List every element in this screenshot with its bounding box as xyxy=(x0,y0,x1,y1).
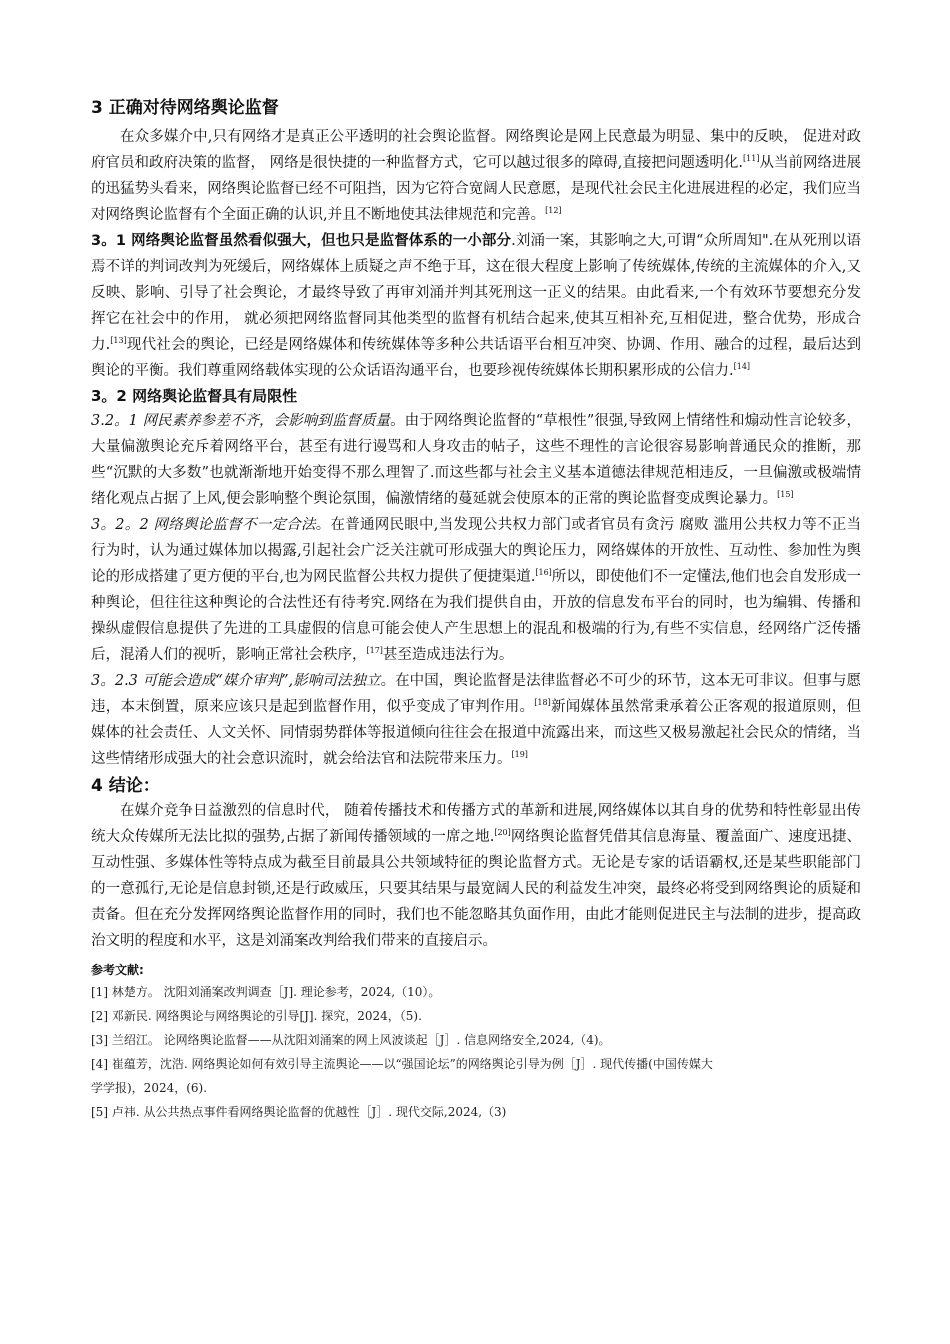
citation: [19] xyxy=(511,750,528,760)
paragraph-text: 从当前网络进展的迅猛势头看来，网络舆论监督已经不可阻挡，因为它符合宽阔人民意愿，是现代社会民主化进展进程的必定，我们应当对网络舆论监督有个全面正确的认识,并且不断地使其法律规范和完善。 xyxy=(91,155,862,223)
paragraph-text: 。在普通网民眼中,当发现公共权力部门或者官员有贪污 腐败 滥用公共权力等不正当行为时，认为通过媒体加以揭露,引起社会广泛关注就可形成强大的舆论压力，网络媒体的开放性、互动性、参加性为舆论的形成搭建了更方便的平台,也为网民监督公共权力提供了便捷渠道. xyxy=(91,517,861,585)
citation: [17] xyxy=(366,646,383,656)
reference-item-continued: 学学报)，2024，(6). xyxy=(91,1081,208,1095)
reference-item: [3] 兰绍江。 论网络舆论监督——从沈阳刘涌案的网上风波谈起［J］. 信息网络安全,2024,（4)。 xyxy=(91,1033,611,1047)
paragraph-text: 。由于网络舆论监督的“草根性”很强,导致网上情绪性和煽动性言论较多，大量偏激舆论充斥着网络平台，甚至有进行谩骂和人身攻击的帖子，这些不理性的言论很容易影响普通民众的推断，那些“沉默的大多数”也就渐渐地开始变得不那么理智了.而这些都与社会主义基本道德法律规范相违反，一旦偏激或极端情绪化观点占据了上风,便会影响整个舆论氛围，偏激情绪的蔓延就会使原本的正常的舆论监督变成舆论暴力。 xyxy=(91,413,861,507)
paragraph-text: 。在中国，舆论监督是法律监督必不可少的环节，这本无可非议。但事与愿违，本末倒置，原来应该只是起到监督作用，似乎变成了审判作用。 xyxy=(91,673,862,715)
section-4-paragraph xyxy=(91,798,861,954)
citation: [12] xyxy=(545,206,562,216)
paragraph-text: 网络舆论监督凭借其信息海量、覆盖面广、速度迅捷、互动性强、多媒体性等特点成为截至目前最具公共领域特征的舆论监督方式。无论是专家的话语霸权,还是某些职能部门的一意孤行,无论是信息封锁,还是行政威压，只要其结果与最宽阔人民的利益发生冲突，最终必将受到网络舆论的质疑和责备。但在充分发挥网络舆论监督作用的同时，我们也不能忽略其负面作用，由此才能则促进民主与法制的进步，提高政治文明的程度和水平，这是刘涌案改判给我们带来的直接启示。 xyxy=(91,829,862,949)
paragraph-text: 新闻媒体虽然常秉承着公正客观的报道原则，但媒体的社会责任、人文关怀、同情弱势群体等报道倾向往往会在报道中流露出来，而这些又极易激起社会民众的情绪，当这些情绪形成强大的社会意识流时，就会给法官和法院带来压力。 xyxy=(91,699,861,767)
reference-item: [2] 邓新民. 网络舆论与网络舆论的引导[J]. 探究，2024，（5). xyxy=(91,1009,422,1023)
paragraph-text: 现代社会的舆论，已经是网络媒体和传统媒体等多种公共话语平台相互冲突、协调、作用、融合的过程，最后达到舆论的平衡。我们尊重网络载体实现的公众话语沟通平台，也要珍视传统媒体长期积累形成的公信力. xyxy=(91,337,861,379)
document-page xyxy=(91,96,861,1124)
citation: [16] xyxy=(535,568,552,578)
citation: [11] xyxy=(743,154,760,164)
citation: [15] xyxy=(777,490,794,500)
section-4-heading: 4 结论： xyxy=(91,776,160,796)
citation: [18] xyxy=(534,698,551,708)
section-3-1-paragraph xyxy=(91,228,861,384)
citation: [14] xyxy=(733,362,751,372)
section-3-2-3-paragraph xyxy=(91,668,861,772)
section-3-2-2-paragraph xyxy=(91,512,861,668)
citation: [13] xyxy=(110,336,127,346)
references-title: 参考文献: xyxy=(91,963,144,977)
paragraph-text: 甚至造成违法行为。 xyxy=(382,647,514,663)
subsection-3-2-2-lead: 3。2。2 网络舆论监督不一定合法 xyxy=(91,517,316,533)
paragraph-text: .刘涌一案，其影响之大,可谓“众所周知".在从死刑以语焉不详的判词改判为死缓后，网络媒体上质疑之声不绝于耳，这在很大程度上影响了传统媒体,传统的主流媒体的介入,又反映、影响、引导了社会舆论，才最终导致了再审刘涌并判其死刑这一正义的结果。由此看来,一个有效环节要想充分发挥它在社会中的作用， 就必须把网络监督同其他类型的监督有机结合起来,使其互相补充,互相促进，整合优势，形成合力. xyxy=(91,233,861,353)
paragraph-text: 所以，即使他们不一定懂法,他们也会自发形成一种舆论，但往往这种舆论的合法性还有待考究.网络在为我们提供自由，开放的信息发布平台的同时，也为编辑、传播和操纵虚假信息提供了先进的工具虚假的信息可能会使人产生思想上的混乱和极端的行为,有些不实信息，经网络广泛传播后，混淆人们的视听，影响正常社会秩序， xyxy=(91,569,862,663)
section-3-paragraph xyxy=(91,124,861,228)
section-3-heading: 3 正确对待网络舆论监督 xyxy=(91,98,279,118)
subsection-3-2-3-lead: 3。2.3 可能会造成“媒介审判”,影响司法独立 xyxy=(91,673,381,689)
subsection-3-1-lead: 3。1 网络舆论监督虽然看似强大，但也只是监督体系的一小部分 xyxy=(91,233,512,249)
paragraph-text: 在媒介竞争日益激烈的信息时代， 随着传播技术和传播方式的革新和进展,网络媒体以其自身的优势和特性彰显出传统大众传媒所无法比拟的强势,占据了新闻传播领域的一席之地. xyxy=(91,803,861,845)
section-3-2-1-paragraph xyxy=(91,408,861,512)
reference-item: [4] 崔蕴芳，沈浩. 网络舆论如何有效引导主流舆论——以“强国论坛”的网络舆论引导为例［J］. 现代传播(中国传媒大 xyxy=(91,1057,713,1071)
subsection-3-2-heading: 3。2 网络舆论监督具有局限性 xyxy=(91,387,298,405)
subsection-3-2-1-lead: 3.2。1 网民素养参差不齐，会影响到监督质量 xyxy=(91,413,391,429)
paragraph-text: 在众多媒介中,只有网络才是真正公平透明的社会舆论监督。网络舆论是网上民意最为明显、集中的反映， 促进对政府官员和政府决策的监督， 网络是很快捷的一种监督方式，它可以越过很多的障碍,直接把问题透明化. xyxy=(91,129,861,171)
reference-item: [5] 卢祎. 从公共热点事件看网络舆论监督的优越性［J］. 现代交际,2024,（3) xyxy=(91,1105,507,1119)
reference-item: [1] 林楚方。 沈阳刘涌案改判调查［J]. 理论参考，2024,（10）。 xyxy=(91,985,441,999)
citation: [20] xyxy=(494,828,511,838)
